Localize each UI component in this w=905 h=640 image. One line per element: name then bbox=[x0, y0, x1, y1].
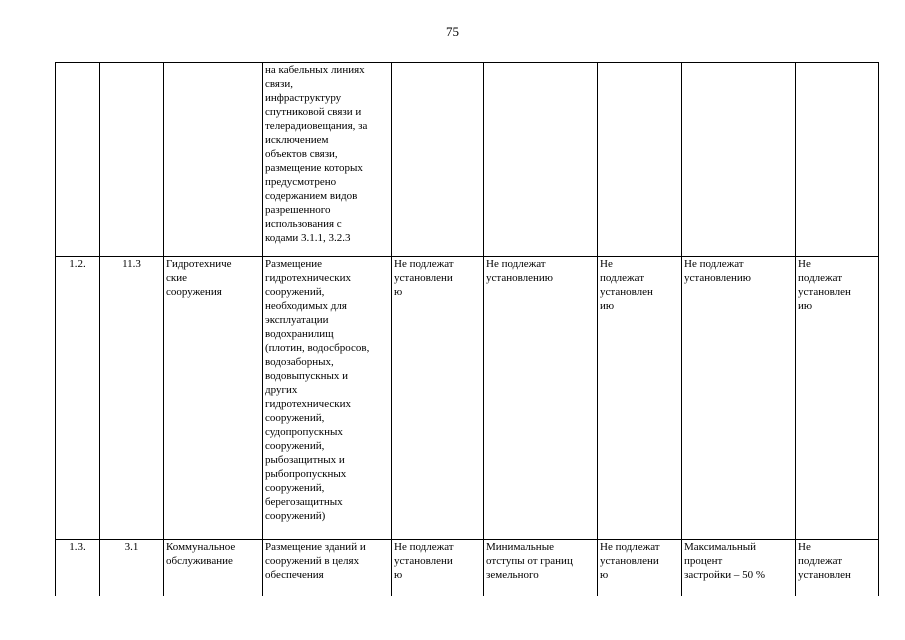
cell-setbacks: Минимальные отступы от границ земельного bbox=[484, 540, 598, 597]
cell-use-description: Размещение зданий и сооружений в целях обеспечения bbox=[263, 540, 392, 597]
cell-use-code bbox=[100, 63, 164, 257]
cell-floors bbox=[598, 63, 682, 257]
cell-use-name: Коммунальное обслуживание bbox=[164, 540, 263, 597]
cell-coverage: Максимальный процент застройки – 50 % bbox=[682, 540, 796, 597]
cell-other-params: Не подлежат установлен ию bbox=[796, 257, 879, 540]
cell-plot-size: Не подлежат установлени ю bbox=[392, 257, 484, 540]
cell-use-description: на кабельных линиях связи, инфраструктуру спутниковой связи и телерадиовещания, за исключением объектов связи, размещение которых предусмотрено содержанием видов разрешенного использования с кодами 3.1.1, 3.2.3 bbox=[263, 63, 392, 257]
cell-other-params bbox=[796, 63, 879, 257]
cell-row-number: 1.2. bbox=[56, 257, 100, 540]
cell-use-name bbox=[164, 63, 263, 257]
zoning-regulations-table bbox=[55, 62, 879, 596]
cell-plot-size bbox=[392, 63, 484, 257]
cell-plot-size: Не подлежат установлени ю bbox=[392, 540, 484, 597]
cell-use-name: Гидротехниче ские сооружения bbox=[164, 257, 263, 540]
cell-use-code: 11.3 bbox=[100, 257, 164, 540]
cell-use-code: 3.1 bbox=[100, 540, 164, 597]
page-number: 75 bbox=[446, 24, 459, 39]
cell-row-number bbox=[56, 63, 100, 257]
cell-setbacks: Не подлежат установлению bbox=[484, 257, 598, 540]
cell-coverage bbox=[682, 63, 796, 257]
cell-setbacks bbox=[484, 63, 598, 257]
cell-floors: Не подлежат установлени ю bbox=[598, 540, 682, 597]
cell-other-params: Не подлежат установлен bbox=[796, 540, 879, 597]
table-row bbox=[56, 63, 879, 257]
cell-coverage: Не подлежат установлению bbox=[682, 257, 796, 540]
cell-use-description: Размещение гидротехнических сооружений, необходимых для эксплуатации водохранилищ (плотин, водосбросов, водозаборных, водовыпускных и других гидротехнических сооружений, судопропускных сооружений, рыбозащитных и рыбопропускных сооружений, берегозащитных сооружений) bbox=[263, 257, 392, 540]
table-row bbox=[56, 257, 879, 540]
cell-row-number: 1.3. bbox=[56, 540, 100, 597]
table-row bbox=[56, 540, 879, 597]
cell-floors: Не подлежат установлен ию bbox=[598, 257, 682, 540]
